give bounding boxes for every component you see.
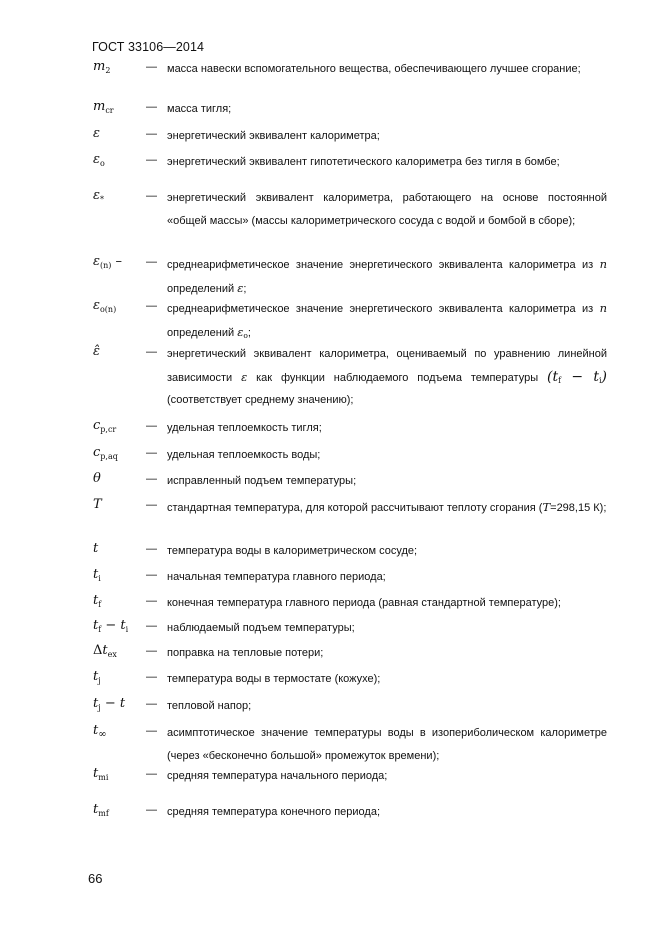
description-part: определений xyxy=(167,326,235,339)
symbol: $t_\infty$ xyxy=(93,723,107,740)
dash: — xyxy=(146,420,157,432)
dash: — xyxy=(146,300,157,312)
dash: — xyxy=(146,645,157,657)
dash: — xyxy=(146,768,157,780)
symbol: ε̂ xyxy=(93,344,100,359)
symbol: $t_i$ xyxy=(93,567,101,583)
symbol: $t_f$ xyxy=(93,593,102,609)
dash: — xyxy=(146,698,157,710)
description-part: =298,15 К); xyxy=(550,502,607,514)
math-symbol: n xyxy=(599,257,607,271)
symbol: $\varepsilon_o$ xyxy=(93,152,105,168)
description: асимптотическое значение температуры воды в изопериболическом калориметре (через «бесконечно большой» промежуток времени); xyxy=(167,727,607,762)
description: среднеарифметическое значение энергетического эквивалента калориметра из n определений ε; xyxy=(167,257,607,295)
page-number: 66 xyxy=(88,871,103,886)
dash: — xyxy=(146,620,157,632)
description-part: среднеарифметическое значение энергетического эквивалента калориметра из xyxy=(167,303,594,315)
description: начальная температура главного периода; xyxy=(167,571,386,583)
description: масса навески вспомогательного вещества, обеспечивающего лучшее сгорание; xyxy=(167,63,581,75)
dash: — xyxy=(146,725,157,737)
description: удельная теплоемкость воды; xyxy=(167,449,321,461)
dash: — xyxy=(146,128,157,140)
math-symbol: ε xyxy=(241,369,248,384)
math-expression: $(t_f - t_i)$ xyxy=(547,368,608,385)
symbol: $c_{p,cr}$ xyxy=(93,418,117,434)
description xyxy=(167,343,607,412)
math-symbol: n xyxy=(599,301,607,315)
dash: — xyxy=(146,569,157,581)
description-part: определений xyxy=(167,282,235,295)
math-symbol: ε xyxy=(237,280,244,295)
dash: — xyxy=(146,190,157,202)
symbol: $c_{p,aq}$ xyxy=(93,445,118,461)
description xyxy=(167,496,607,520)
description: средняя температура конечного периода; xyxy=(167,806,381,818)
description-part: как функции наблюдаемого подъема температуры xyxy=(256,371,539,384)
dash: — xyxy=(146,61,157,73)
description: температура воды в термостате (кожухе); xyxy=(167,673,381,685)
description: среднеарифметическое значение энергетического эквивалента калориметра из n определений $\varepsilon_o$; xyxy=(167,301,607,340)
symbol: T xyxy=(93,497,102,512)
dash: — xyxy=(146,499,157,511)
symbol: ε xyxy=(93,126,100,141)
symbol: $m_{cr}$ xyxy=(93,99,114,115)
dash: — xyxy=(146,543,157,555)
description: средняя температура начального периода; xyxy=(167,770,388,782)
symbol: $t_{mf}$ xyxy=(93,802,109,818)
description-part: (соответствует среднему значению); xyxy=(167,394,354,406)
dash: — xyxy=(146,671,157,683)
description: исправленный подъем температуры; xyxy=(167,475,357,487)
symbol: $t_j - t$ xyxy=(93,696,126,712)
description: поправка на тепловые потери; xyxy=(167,647,324,659)
description-part: энергетический эквивалент калориметра, оцениваемый по уравнению линейной зависимости xyxy=(167,348,607,384)
symbol: $\varepsilon_*$ xyxy=(93,188,104,204)
symbol: $\varepsilon_{o(n)}$ xyxy=(93,298,117,314)
symbol: $\Delta t_{ex}$ xyxy=(93,643,117,659)
math-symbol: T xyxy=(542,500,551,514)
symbol: $t_f - t_i$ xyxy=(93,618,129,634)
dash: — xyxy=(146,154,157,166)
description: конечная температура главного периода (равная стандартной температуре); xyxy=(167,597,561,609)
description: удельная теплоемкость тигля; xyxy=(167,422,322,434)
symbol: $m_2$ xyxy=(93,59,111,75)
description: наблюдаемый подъем температуры; xyxy=(167,622,355,634)
dash: — xyxy=(146,804,157,816)
description: масса тигля; xyxy=(167,103,232,115)
dash: — xyxy=(146,595,157,607)
description: энергетический эквивалент калориметра, работающего на основе постоянной «общей массы» (массы калориметрического сосуда с водой и бомбой в сборе); xyxy=(167,192,607,227)
description: тепловой напор; xyxy=(167,700,252,712)
description-part: стандартная температура, для которой рассчитывают теплоту сгорания ( xyxy=(167,502,543,514)
symbol: $t_{mi}$ xyxy=(93,766,109,782)
dash: — xyxy=(146,346,157,358)
description: энергетический эквивалент гипотетического калориметра без тигля в бомбе; xyxy=(167,156,560,168)
page-header: ГОСТ 33106—2014 xyxy=(92,40,205,54)
dash: — xyxy=(146,447,157,459)
symbol: t xyxy=(93,541,99,556)
description: энергетический эквивалент калориметра; xyxy=(167,130,380,142)
description: температура воды в калориметрическом сосуде; xyxy=(167,545,418,557)
dash: — xyxy=(146,101,157,113)
dash: — xyxy=(146,256,157,268)
math-symbol: $\varepsilon_o$ xyxy=(237,324,248,340)
symbol: $t_j$ xyxy=(93,669,101,685)
symbol: θ xyxy=(93,471,101,486)
description-part: среднеарифметическое значение энергетического эквивалента калориметра из xyxy=(167,259,594,271)
dash: — xyxy=(146,473,157,485)
symbol: $\varepsilon_{(n)}$ – xyxy=(93,254,123,270)
